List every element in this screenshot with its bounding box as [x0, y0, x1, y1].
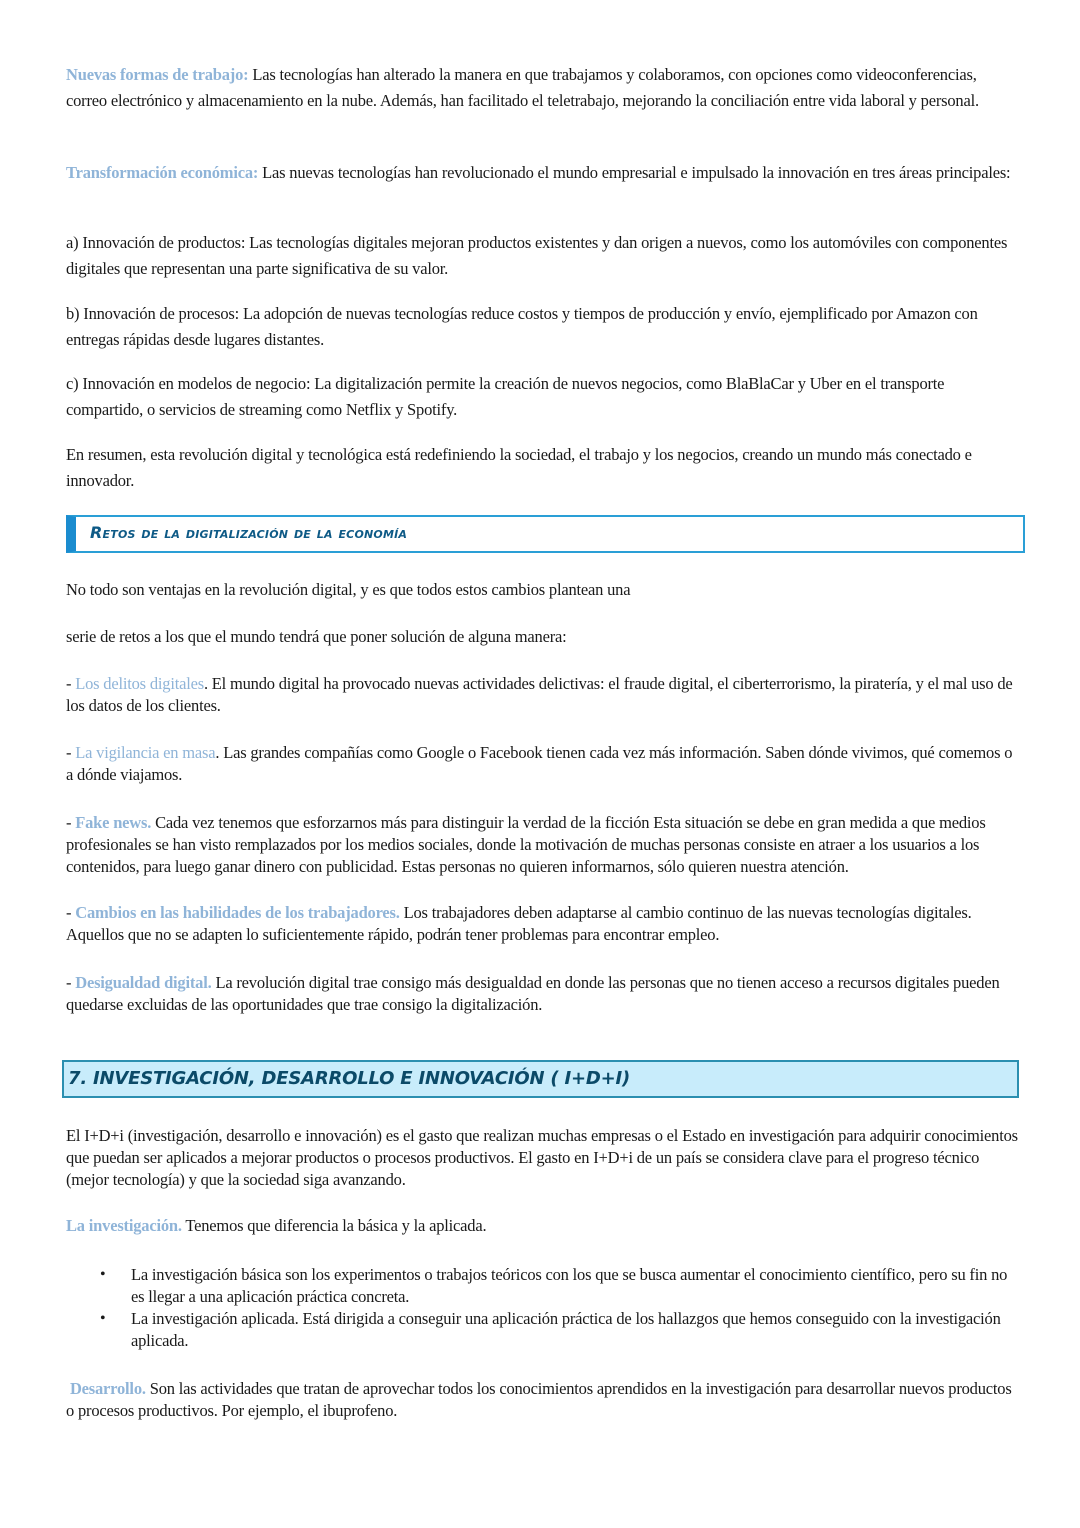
paragraph-innovacion-productos: a) Innovación de productos: Las tecnologías digitales mejoran productos existentes y dan origen a nuevos, como los automóviles con componentes digitales que representan una parte significativa de su valor. — [66, 233, 1008, 278]
reto-text-habilidades: Los trabajadores deben adaptarse al cambio continuo de las nuevas tecnologías digitales. Aquellos que no se adapten lo suficientemente rápido, podrán tener problemas para encontrar empleo. — [66, 903, 972, 944]
reto-item-desigualdad — [66, 972, 1021, 1016]
reto-label-vigilancia: La vigilancia en masa — [75, 743, 216, 762]
paragraph-idi-intro: El I+D+i (investigación, desarrollo e innovación) es el gasto que realizan muchas empresas o el Estado en investigación para adquirir conocimientos que puedan ser aplicados a mejorar productos o procesos productivos. El gasto en I+D+i de un país se considera clave para el progreso técnico (mejor tecnología) y que la sociedad siga avanzando. — [66, 1126, 1018, 1189]
paragraph-retos-intro-2: serie de retos a los que el mundo tendrá que poner solución de alguna manera: — [66, 627, 567, 646]
reto-prefix: - — [66, 674, 76, 693]
reto-label-fake-news: Fake news. — [75, 813, 152, 832]
paragraph-innovacion-modelos: c) Innovación en modelos de negocio: La digitalización permite la creación de nuevos negocios, como BlaBlaCar y Uber en el transporte compartido, o servicios de streaming como Netflix y Spotify. — [66, 374, 945, 419]
paragraph-retos-intro-1: No todo son ventajas en la revolución digital, y es que todos estos cambios plantean una — [66, 580, 631, 599]
bullet-icon: • — [100, 1310, 106, 1327]
text-transformacion: Las nuevas tecnologías han revolucionado el mundo empresarial e impulsado la innovación en tres áreas principales: — [258, 163, 1011, 182]
reto-text-desigualdad: La revolución digital trae consigo más desigualdad en donde las personas que no tienen acceso a recursos digitales pueden quedarse excluidas de las oportunidades que trae consigo la digitalización. — [66, 973, 1000, 1014]
label-transformacion: Transformación económica: — [66, 163, 259, 182]
reto-text-delitos: . El mundo digital ha provocado nuevas actividades delictivas: el fraude digital, el ciberterrorismo, la piratería, y el mal uso de los datos de los clientes. — [66, 674, 1013, 715]
paragraph-transformacion — [66, 160, 1021, 186]
heading-retos-text: Retos de la digitalización de la economía — [90, 523, 408, 542]
paragraph-innovacion-procesos: b) Innovación de procesos: La adopción de nuevas tecnologías reduce costos y tiempos de producción y envío, ejemplificado por Amazon con entregas rápidas desde lugares distantes. — [66, 304, 978, 349]
list-item-text: La investigación básica son los experimentos o trabajos teóricos con los que se busca aumentar el conocimiento científico, pero su fin no es llegar a una aplicación práctica concreta. — [131, 1265, 1008, 1306]
reto-prefix: - — [66, 743, 76, 762]
paragraph-investigacion — [66, 1215, 1021, 1237]
reto-prefix: - — [66, 973, 76, 992]
list-item-aplicada — [66, 1308, 1016, 1352]
reto-label-habilidades: Cambios en las habilidades de los trabajadores. — [75, 903, 400, 922]
reto-item-fake-news — [66, 812, 1021, 878]
label-nuevas-formas: Nuevas formas de trabajo: — [66, 65, 249, 84]
text-investigacion: Tenemos que diferencia la básica y la aplicada. — [181, 1216, 487, 1235]
reto-item-delitos — [66, 673, 1021, 717]
paragraph-nuevas-formas — [66, 62, 1021, 114]
reto-label-delitos: Los delitos digitales — [75, 674, 204, 693]
investigacion-bullet-list — [66, 1264, 1016, 1352]
reto-text-fake-news: Cada vez tenemos que esforzarnos más para distinguir la verdad de la ficción Esta situación se debe en gran medida a que medios profesionales se han visto remplazados por los medios sociales, donde la motivación de muchas personas consiste en atraer a los usuarios a los contenidos, para luego ganar dinero con publicidad. Estas personas no quieren informarnos, sólo quieren nuestra atención. — [66, 813, 986, 876]
bullet-icon: • — [100, 1266, 106, 1283]
list-item-text: La investigación aplicada. Está dirigida a conseguir una aplicación práctica de los hallazgos que hemos conseguido con la investigación aplicada. — [131, 1309, 1001, 1350]
list-item-basica — [66, 1264, 1016, 1308]
reto-text-vigilancia: . Las grandes compañías como Google o Facebook tienen cada vez más información. Saben dónde vivimos, qué comemos o a dónde viajamos. — [66, 743, 1013, 784]
paragraph-desarrollo — [66, 1378, 1021, 1422]
paragraph-resumen: En resumen, esta revolución digital y tecnológica está redefiniendo la sociedad, el trabajo y los negocios, creando un mundo más conectado e innovador. — [66, 445, 972, 490]
section-heading-idi — [62, 1060, 1019, 1098]
reto-prefix: - — [66, 813, 76, 832]
section-heading-retos — [66, 515, 1025, 553]
label-investigacion: La investigación. — [66, 1216, 182, 1235]
reto-item-vigilancia — [66, 742, 1021, 786]
text-nuevas-formas: Las tecnologías han alterado la manera en que trabajamos y colaboramos, con opciones como videoconferencias, correo electrónico y almacenamiento en la nube. Además, han facilitado el teletrabajo, mejorando la conciliación entre vida laboral y personal. — [66, 65, 979, 110]
heading-idi-text: 7. INVESTIGACIÓN, DESARROLLO E INNOVACIÓN ( I+D+I) — [68, 1068, 631, 1089]
reto-label-desigualdad: Desigualdad digital. — [75, 973, 212, 992]
reto-item-habilidades — [66, 902, 1021, 946]
text-desarrollo: Son las actividades que tratan de aprovechar todos los conocimientos aprendidos en la investigación para desarrollar nuevos productos o procesos productivos. Por ejemplo, el ibuprofeno. — [66, 1379, 1012, 1420]
label-desarrollo: Desarrollo. — [69, 1379, 146, 1398]
reto-prefix: - — [66, 903, 76, 922]
